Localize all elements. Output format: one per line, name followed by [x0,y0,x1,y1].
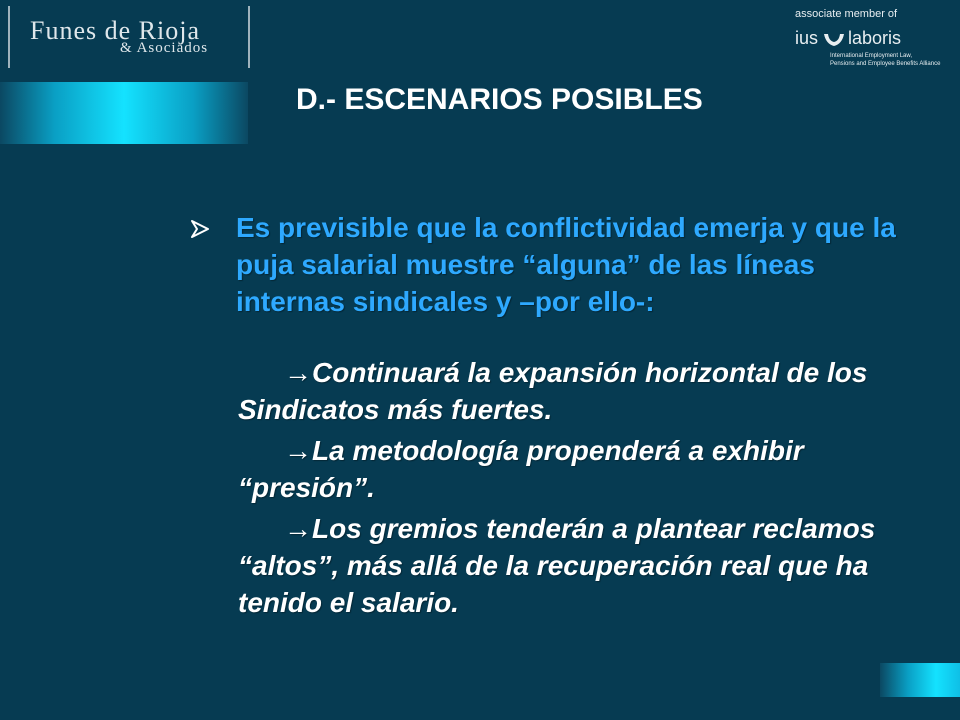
logo-divider-left [8,6,10,68]
sub-item [238,432,928,506]
sub-item-text: La metodología propenderá a exhibir “presión”. [238,435,804,503]
sub-item [238,354,928,428]
ius-laboris-logo [790,6,960,76]
logo-firm-subtitle: & Asociados [120,40,209,56]
decorative-cyan-bar-top [0,82,248,144]
ius-laboris-mark-icon [822,30,846,50]
associate-member-text: associate member of [795,8,898,20]
sub-item [238,510,928,621]
logo-divider-right [248,6,250,68]
right-arrow-icon: → [284,513,312,544]
tagline-line-2: Pensions and Employee Benefits Alliance [830,60,941,67]
sub-item-text: Los gremios tenderán a plantear reclamos “altos”, más allá de la recuperación real que ha tenido el salario. [238,513,876,618]
main-bullet-text: Es previsible que la conflictividad emerja y que la puja salarial muestre “alguna” de las líneas internas sindicales y –por ello-: [236,212,896,317]
laboris-text: laboris [848,28,902,48]
ius-laboris-tagline [830,53,940,68]
sub-item-text: Continuará la expansión horizontal de los Sindicatos más fuertes. [238,357,868,425]
slide-title: D.- ESCENARIOS POSIBLES [296,83,703,116]
right-arrow-icon: → [284,357,312,388]
ius-text: ius [795,28,819,48]
tagline-line-1: International Employment Law, [830,53,913,59]
right-arrow-icon: → [284,435,312,466]
decorative-cyan-bar-bottom [880,663,960,697]
arrowhead-bullet-icon [190,219,210,239]
funes-de-rioja-logo [0,0,250,78]
logo-firm-name: Funes de Rioja [30,16,200,45]
